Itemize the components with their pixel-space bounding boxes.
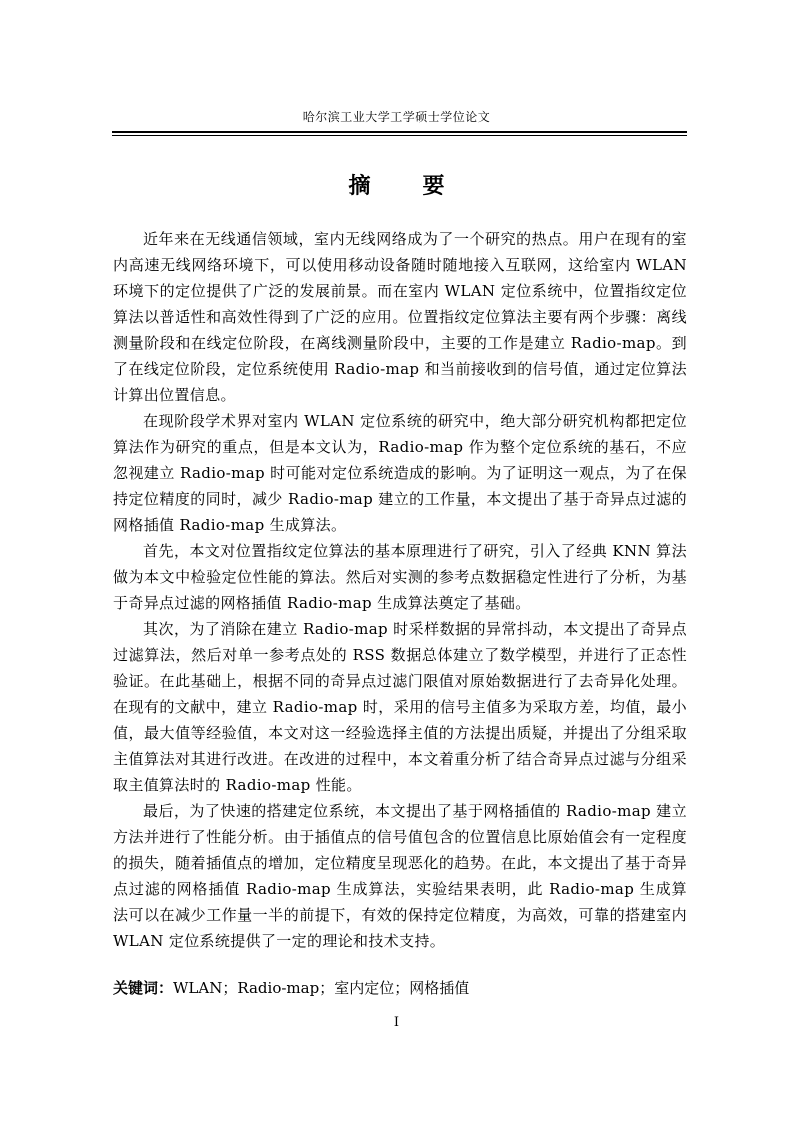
abstract-paragraph-5: 最后，为了快速的搭建定位系统，本文提出了基于网格插值的 Radio-map 建立方法并进行了性能分析。由于插值点的信号值包含的位置信息比原始值会有一定程度的损失，随着插值点的增加，定位精度呈现恶化的趋势。在此，本文提出了基于奇异点过滤的网格插值 Radio-map 生成算法，实验结果表明，此 Radio-map 生成算法可以在减少工作量一半的前提下，有效的保持定位精度，为高效，可靠的搭建室内 WLAN 定位系统提供了一定的理论和技术支持。	[113, 802, 687, 950]
keywords-text: WLAN；Radio-map；室内定位；网格插值	[173, 979, 470, 997]
abstract-title	[0, 172, 793, 202]
abstract-paragraph-1: 近年来在无线通信领域，室内无线网络成为了一个研究的热点。用户在现有的室内高速无线网络环境下，可以使用移动设备随时随地接入互联网，这给室内 WLAN 环境下的定位提供了广泛的发展前景。而在室内 WLAN 定位系统中，位置指纹定位算法以普适性和高效性得到了广泛的应用。位置指纹定位算法主要有两个步骤：离线测量阶段和在线定位阶段，在离线测量阶段中，主要的工作是建立 Radio-map。到了在线定位阶段，定位系统使用 Radio-map 和当前接收到的信号值，通过定位算法计算出位置信息。	[113, 230, 687, 404]
abstract-title-char-2: 要	[422, 174, 445, 199]
running-header: 哈尔滨工业大学工学硕士学位论文	[302, 110, 491, 124]
abstract-paragraph-2: 在现阶段学术界对室内 WLAN 定位系统的研究中，绝大部分研究机构都把定位算法作为研究的重点，但是本文认为，Radio-map 作为整个定位系统的基石，不应忽视建立 Radio-map 时可能对定位系统造成的影响。为了证明这一观点，为了在保持定位精度的同时，减少 Radio-map 建立的工作量，本文提出了基于奇异点过滤的网格插值 Radio-map 生成算法。	[113, 412, 687, 534]
abstract-paragraph-3: 首先，本文对位置指纹定位算法的基本原理进行了研究，引入了经典 KNN 算法做为本文中检验定位性能的算法。然后对实测的参考点数据稳定性进行了分析，为基于奇异点过滤的网格插值 Radio-map 生成算法奠定了基础。	[113, 542, 687, 612]
keywords-line	[113, 976, 687, 1000]
abstract-title-char-1: 摘	[348, 174, 371, 199]
abstract-body	[113, 226, 687, 954]
abstract-paragraph-4: 其次，为了消除在建立 Radio-map 时采样数据的异常抖动，本文提出了奇异点过滤算法，然后对单一参考点处的 RSS 数据总体建立了数学模型，并进行了正态性验证。在此基础上，根据不同的奇异点过滤门限值对原始数据进行了去奇异化处理。在现有的文献中，建立 Radio-map 时，采用的信号主值多为采取方差，均值，最小值，最大值等经验值，本文对这一经验选择主值的方法提出质疑，并提出了分组采取主值算法对其进行改进。在改进的过程中，本文着重分析了结合奇异点过滤与分组采取主值算法时的 Radio-map 性能。	[113, 620, 687, 794]
page-number: I	[393, 1015, 400, 1030]
header-rule-thick	[112, 131, 687, 133]
header-rule-thin	[112, 135, 687, 136]
keywords-label: 关键词：	[113, 979, 174, 997]
